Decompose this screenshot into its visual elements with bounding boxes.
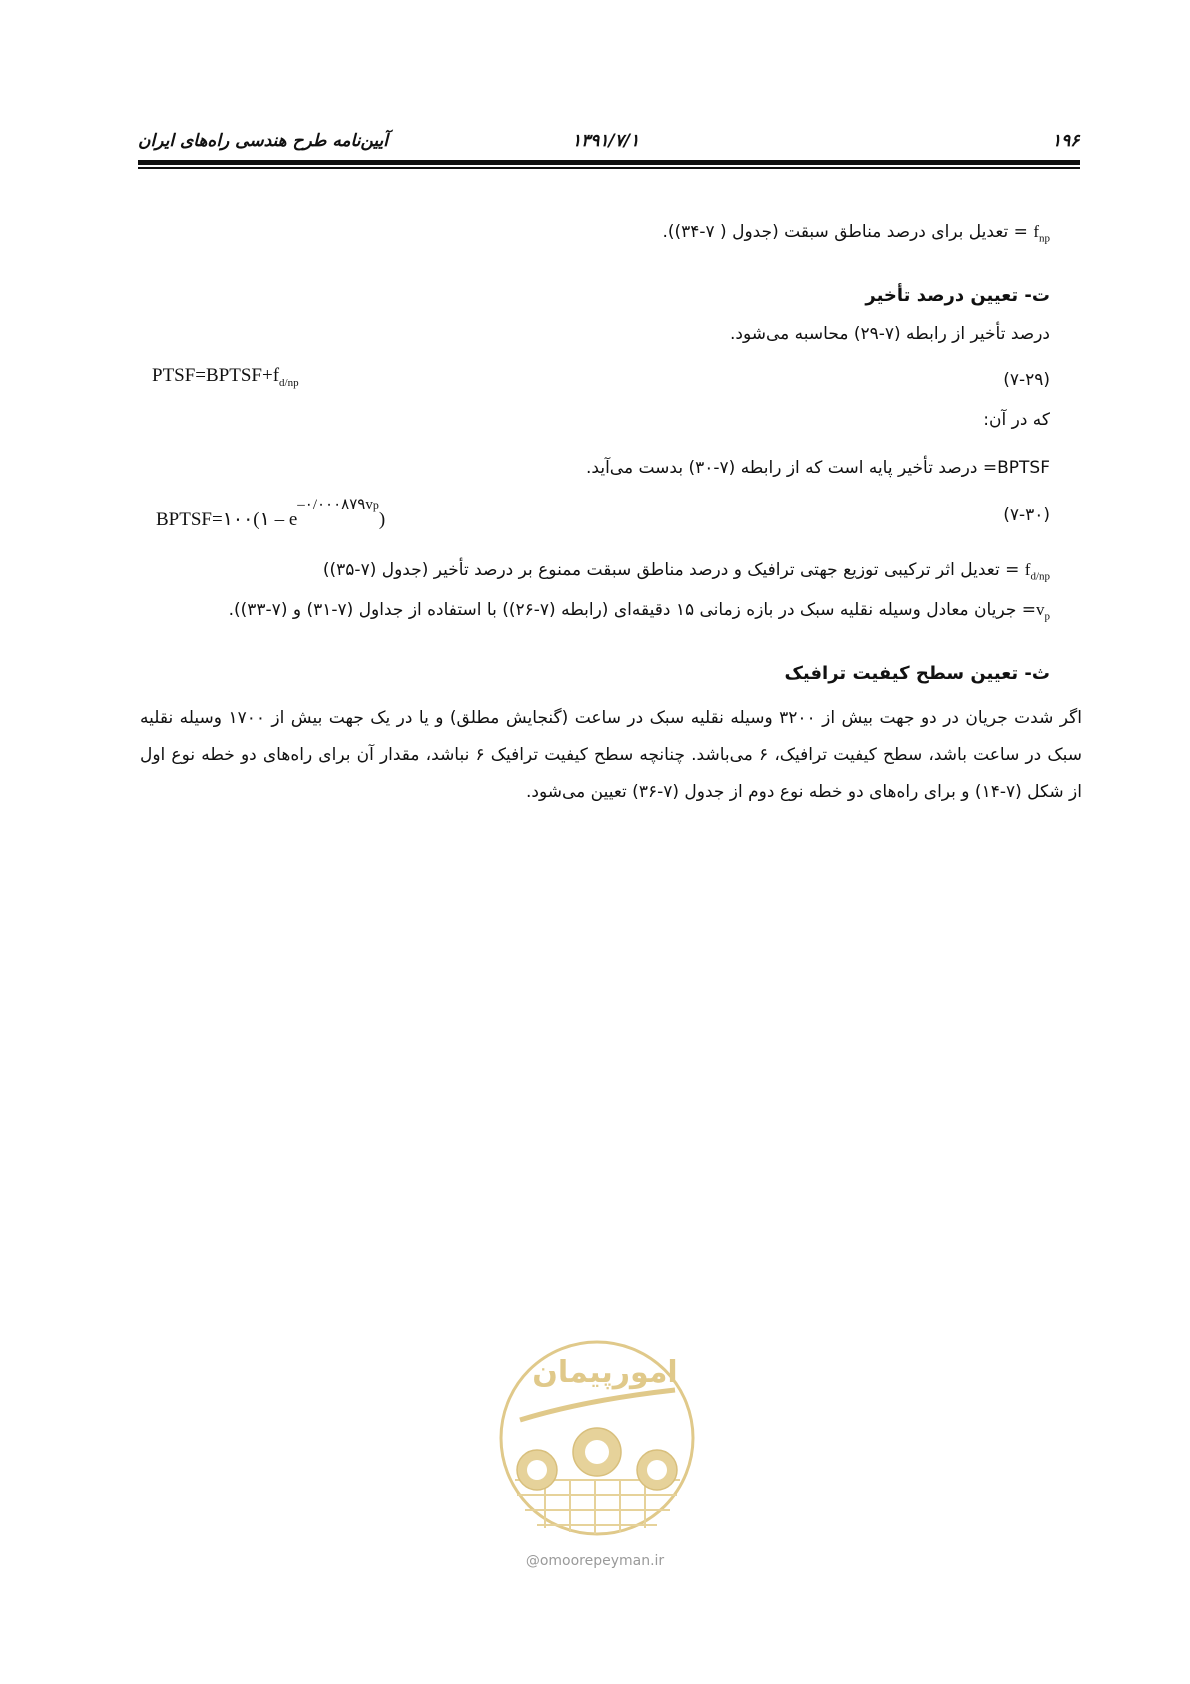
vp-symbol: $v_p$ (1036, 600, 1050, 623)
section-heading-delay: ت- تعیین درصد تأخیر (865, 285, 1050, 306)
vp-text: = جریان معادل وسیله نقلیه سبک در بازه زمانی ۱۵ دقیقه‌ای (رابطه (۷-۲۶)) با استفاده از جداول (۷-۳۱) و (۷-۳۳)). (228, 600, 1036, 620)
watermark-logo (495, 1330, 700, 1555)
fnp-text: = تعدیل برای درصد مناطق سبقت (جدول ( ۷-۳۴)). (662, 222, 1034, 242)
fnp-definition (662, 222, 1050, 244)
page-number: ۱۹۶ (1052, 131, 1080, 151)
equation-30 (156, 497, 386, 531)
book-title: آیین‌نامه طرح هندسی راه‌های ایران (138, 131, 388, 151)
equation-29 (152, 365, 299, 389)
equation-30-close: ) (378, 509, 386, 530)
equation-30-lhs: BPTSF=۱۰۰(۱ – e (156, 509, 298, 530)
section-heading-los: ث- تعیین سطح کیفیت ترافیک (784, 663, 1050, 684)
equation-30-exponent: –۰/۰۰۰۸۷۹vp (297, 497, 379, 513)
equation-30-number: (۷-۳۰) (1003, 505, 1050, 525)
header-rule-thin (138, 167, 1080, 169)
fnp-symbol: $f_{np}$ (1033, 222, 1050, 245)
where-label: که در آن: (983, 410, 1050, 430)
delay-intro-text: درصد تأخیر از رابطه (۷-۲۹) محاسبه می‌شود. (730, 324, 1050, 344)
bptsf-definition: BPTSF= درصد تأخیر پایه است که از رابطه (۷-۳۰) بدست می‌آید. (586, 458, 1050, 478)
fdnp-symbol: $f_{d/np}$ (1024, 560, 1050, 583)
equation-29-sub: d/np (279, 376, 299, 389)
equation-29-number: (۷-۲۹) (1003, 370, 1050, 390)
watermark-url: @omoorepeyman.ir (525, 1553, 665, 1569)
fdnp-text: = تعدیل اثر ترکیبی توزیع جهتی ترافیک و درصد مناطق سبقت ممنوع بر درصد تأخیر (جدول (۷-۳۵)) (322, 560, 1025, 580)
header-date: ۱۳۹۱/۷/۱ (572, 131, 640, 151)
equation-29-lhs: PTSF=BPTSF+f (152, 365, 280, 386)
los-paragraph: اگر شدت جریان در دو جهت بیش از ۳۲۰۰ وسیله نقلیه سبک در ساعت (گنجایش مطلق) و یا در یک جهت بیش از ۱۷۰۰ وسیله نقلیه سبک در ساعت باشد، سطح کیفیت ترافیک، ۶ می‌باشد. چنانچه سطح کیفیت ترافیک ۶ نباشد، مقدار آن برای راه‌های دو خطه نوع اول از شکل (۷-۱۴) و برای راه‌های دو خطه نوع دوم از جدول (۷-۳۶) تعیین می‌شود. (140, 708, 1082, 802)
header-rule-thick (138, 160, 1080, 165)
svg-text:امورپیمان: امورپیمان (532, 1355, 678, 1390)
vp-definition (229, 600, 1050, 622)
fdnp-definition (323, 560, 1050, 582)
